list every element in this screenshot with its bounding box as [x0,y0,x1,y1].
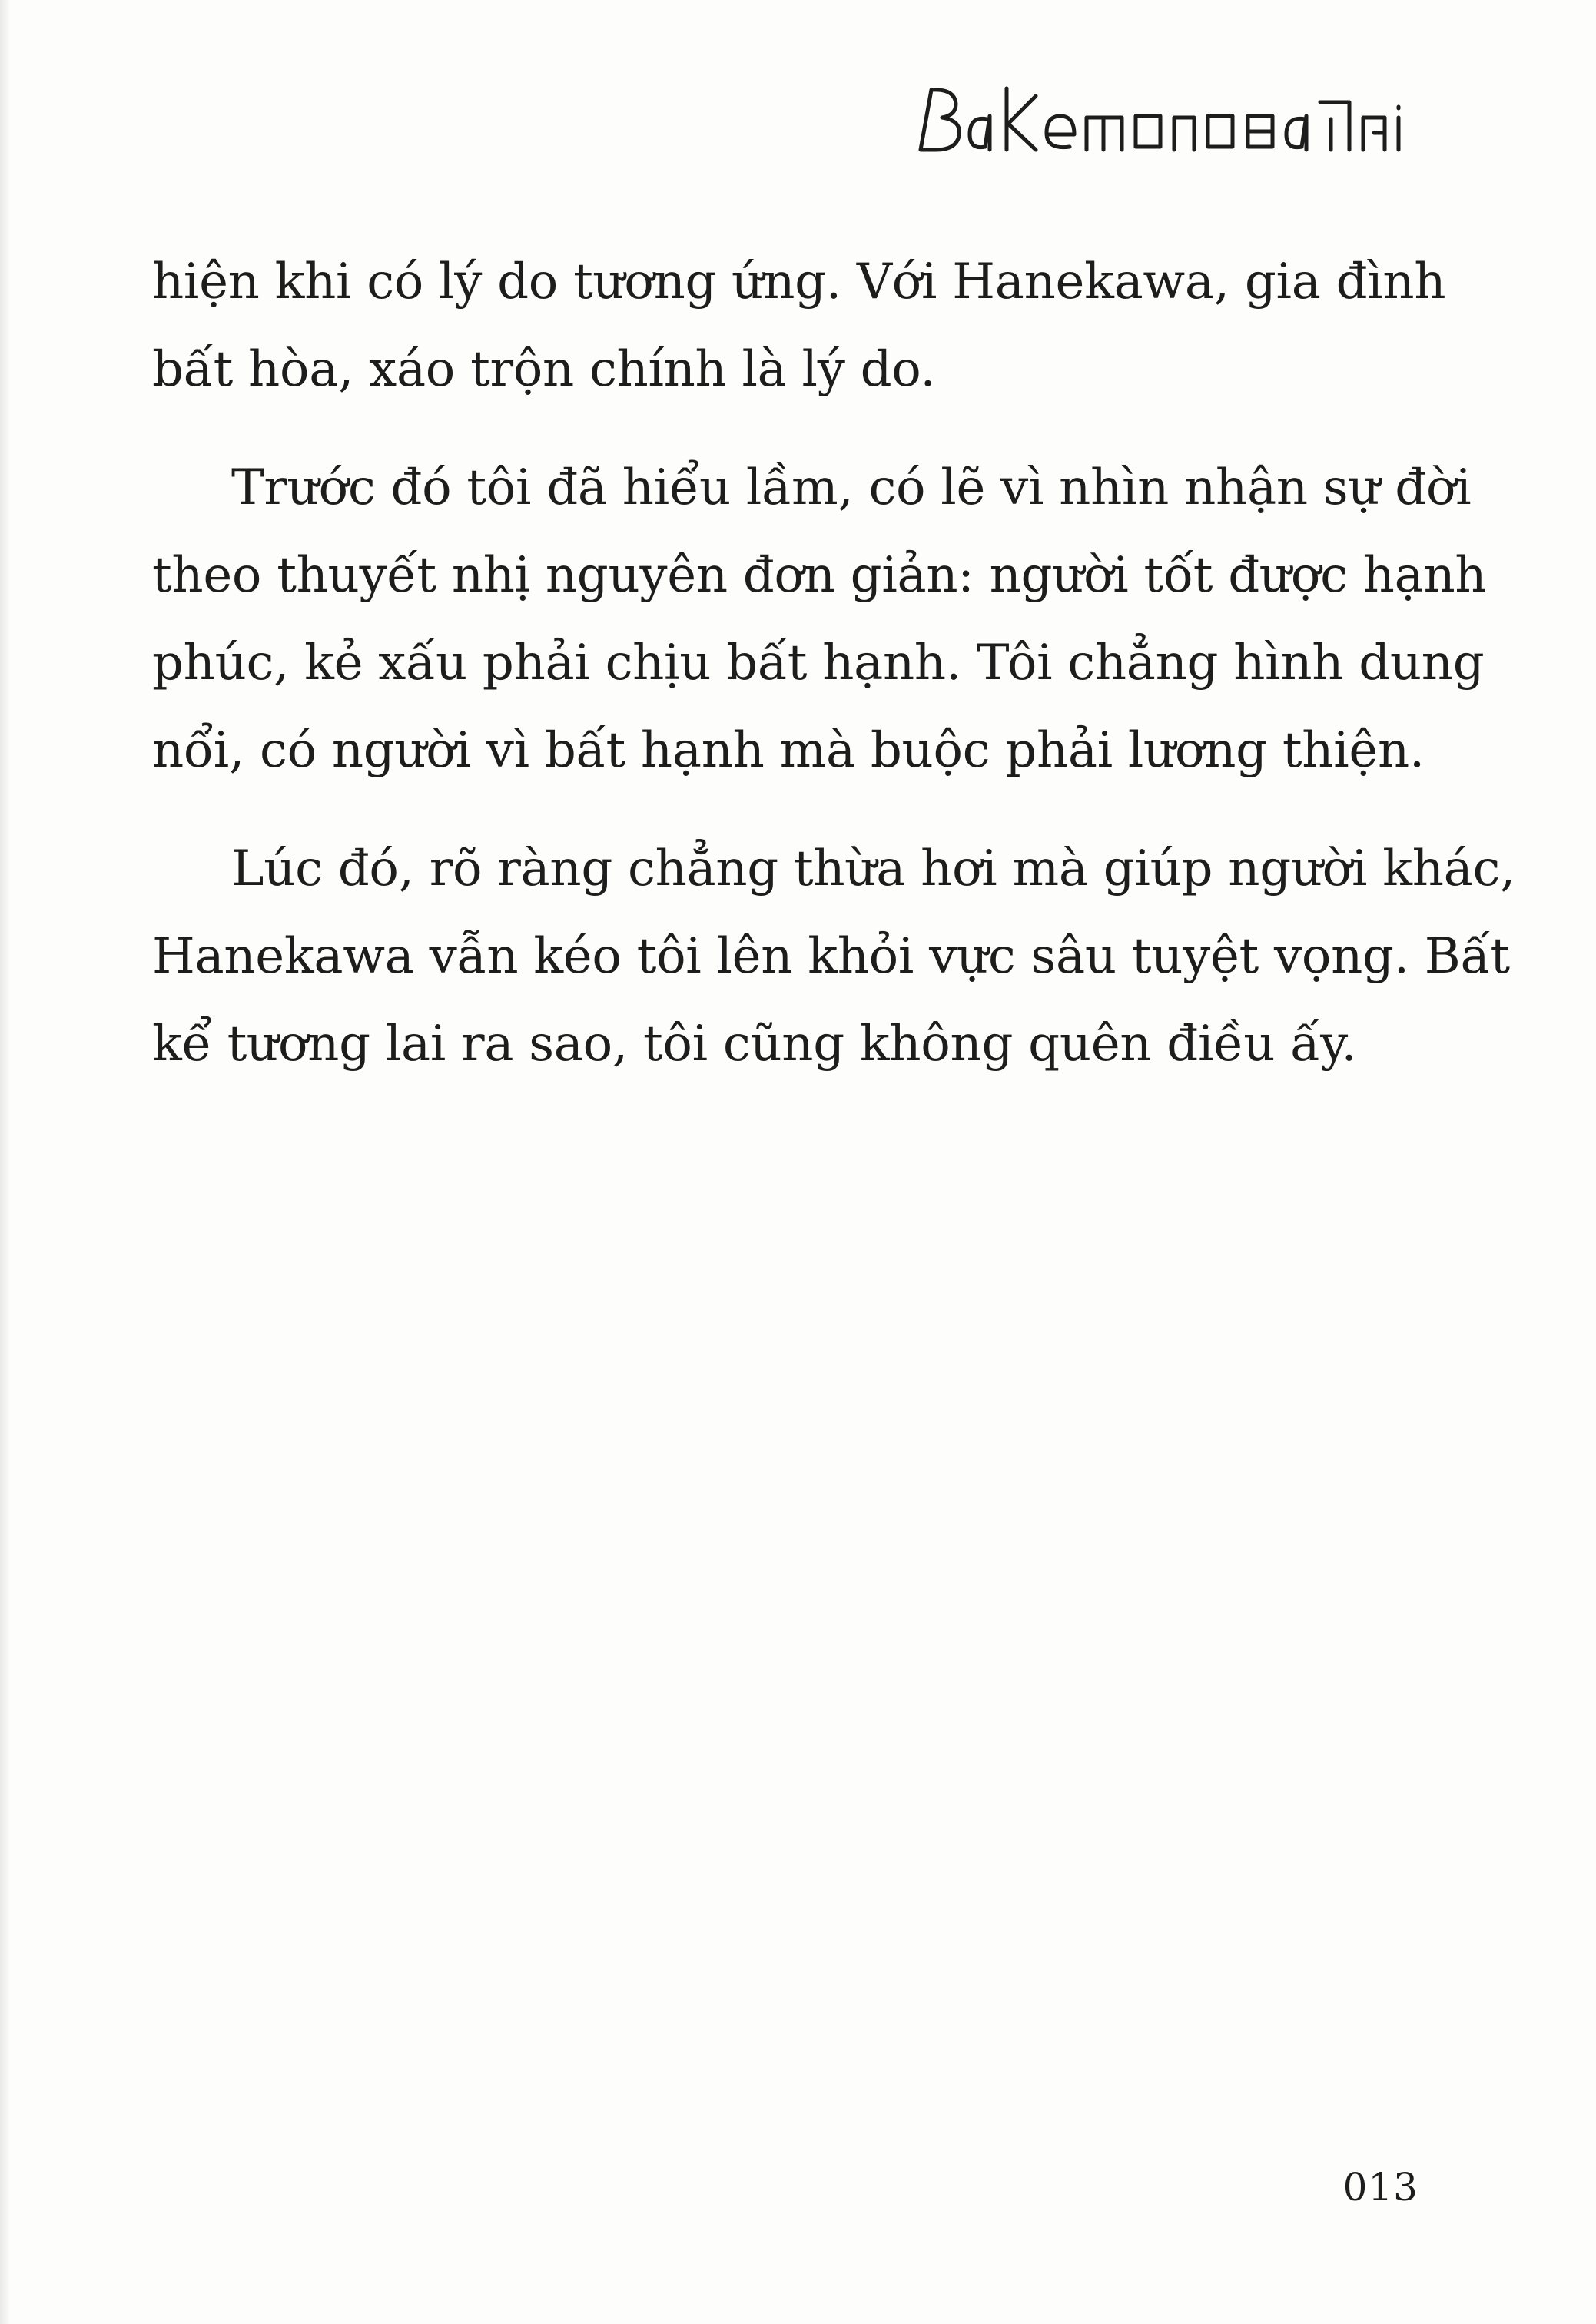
text-line: bất hòa, xáo trộn chính là lý do. [152,341,936,398]
paragraph-2 [152,444,1487,794]
text-line: Hanekawa vẫn kéo tôi lên khỏi vực sâu tuyệt vọng. Bất [152,928,1510,985]
page-number: 013 [1342,2165,1418,2210]
paragraph-3 [152,825,1516,1088]
series-title-logo [916,73,1408,157]
text-line: phúc, kẻ xấu phải chịu bất hạnh. Tôi chẳng hình dung [152,635,1485,691]
text-line: kể tương lai ra sao, tôi cũng không quên điều ấy. [152,1016,1357,1072]
text-line: nổi, có người vì bất hạnh mà buộc phải lương thiện. [152,722,1425,779]
text-line: Lúc đó, rõ ràng chẳng thừa hơi mà giúp người khác, [231,840,1516,897]
text-line: Trước đó tôi đã hiểu lầm, có lẽ vì nhìn nhận sự đời [231,459,1472,516]
running-header [916,73,1408,165]
page-edge [0,0,11,2324]
paragraph-1 [152,238,1446,413]
text-line: hiện khi có lý do tương ứng. Với Hanekawa, gia đình [152,254,1446,310]
body-text [152,238,1516,1088]
text-line: theo thuyết nhị nguyên đơn giản: người tốt được hạnh [152,547,1487,604]
